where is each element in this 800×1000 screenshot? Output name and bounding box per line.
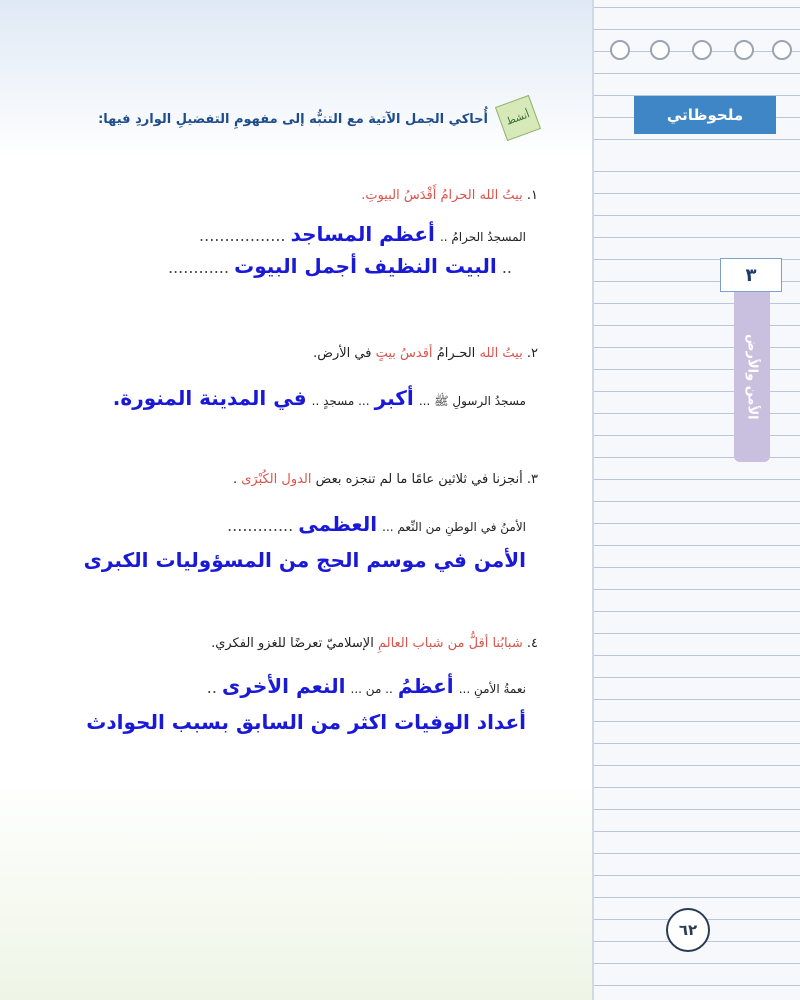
exercise-1-prompt-line <box>199 222 526 246</box>
exercise-sentence-highlight: أقدسُ بيتٍ <box>375 346 433 361</box>
exercise-3-sentence: ٣. أنجزنا في ثلاثين عامًا ما لم تنجزه بعض الدول الكُبْرَى . <box>232 472 538 487</box>
exercise-3-answer-line <box>84 548 526 572</box>
exercise-4-sentence <box>211 636 538 651</box>
exercise-number: ٢. <box>526 346 538 361</box>
exercise-prompt: مسجدُ الرسولِ ﷺ ... <box>418 394 526 408</box>
exercise-number: ١. <box>526 188 538 203</box>
binder-hole <box>772 40 792 60</box>
blank-dots: .. <box>206 678 217 697</box>
handwritten-answer: أعظمُ <box>397 674 454 698</box>
handwritten-answer: أعداد الوفيات اكثر من السابق بسبب الحوادث <box>86 710 526 734</box>
instruction-text: أُحاكي الجمل الآتية مع التنبُّه إلى مفهومِ التفضيلِ الواردِ فيها: <box>98 112 488 127</box>
activity-badge-icon <box>495 95 541 141</box>
binder-hole <box>692 40 712 60</box>
handwritten-answer: الأمن في موسم الحج من المسؤوليات الكبرى <box>83 548 526 572</box>
handwritten-answer: أكبر <box>374 386 414 410</box>
exercise-sentence-text: أنجزنا في ثلاثين عامًا ما لم تنجزه بعض <box>315 472 523 487</box>
exercise-1-sentence <box>361 188 538 203</box>
exercise-sentence-highlight: بيتُ الله <box>479 346 523 361</box>
blank-dots: ............ <box>168 258 230 277</box>
exercise-sentence-text: في الأرض. <box>313 346 372 361</box>
blank-dots: ............. <box>227 516 294 535</box>
exercise-2-sentence <box>313 346 538 361</box>
exercise-4-prompt-line <box>207 674 526 698</box>
blank-dots: .. <box>501 258 512 277</box>
exercise-sentence-highlight: شبابُنا أقلُّ من شباب العالمِ <box>377 636 523 651</box>
exercise-sentence-highlight: بيتُ الله الحرامُ أَقْدَسُ البيوتِ. <box>361 188 523 203</box>
exercise-4-answer-line <box>86 710 526 734</box>
binder-hole <box>610 40 630 60</box>
activity-badge-label: أنشط <box>504 108 532 128</box>
notes-panel <box>592 0 800 1000</box>
blank-dots: ................. <box>199 226 286 245</box>
unit-tab <box>734 292 770 462</box>
binder-hole <box>650 40 670 60</box>
exercise-prompt: .. من ... <box>350 682 393 696</box>
exercise-prompt: الأمنُ في الوطنِ من النِّعم ... <box>382 520 526 534</box>
page-number: ٦٢ <box>666 908 710 952</box>
exercise-1-answer-line <box>168 254 512 278</box>
handwritten-answer: العظمى <box>298 512 378 536</box>
unit-number: ٣ <box>720 258 782 292</box>
notes-title: ملحوظاتي <box>634 96 776 134</box>
exercise-sentence-text: الحـرامُ <box>436 346 476 361</box>
handwritten-answer: البيت النظيف أجمل البيوت <box>234 254 497 278</box>
handwritten-answer: النعم الأخرى <box>222 674 346 698</box>
unit-tab-label: الأمن والأرض <box>744 334 760 420</box>
exercise-sentence-highlight: الدول الكُبْرَى <box>241 472 312 487</box>
exercise-prompt: ... مسجدٍ .. <box>311 394 370 408</box>
exercise-prompt: المسجدُ الحرامُ .. <box>439 230 526 244</box>
exercise-prompt: نعمةُ الأمنِ ... <box>458 682 526 696</box>
binder-hole <box>734 40 754 60</box>
handwritten-answer: في المدينة المنورة. <box>112 386 307 410</box>
exercise-2-prompt-line <box>113 386 526 411</box>
exercise-number: ٣. <box>526 472 538 487</box>
exercise-number: ٤. <box>526 636 538 651</box>
exercise-sentence-text: الإسلاميّ تعرضًا للغزو الفكري. <box>211 636 374 651</box>
exercise-3-prompt-line <box>227 512 526 536</box>
handwritten-answer: أعظم المساجد <box>290 222 435 246</box>
